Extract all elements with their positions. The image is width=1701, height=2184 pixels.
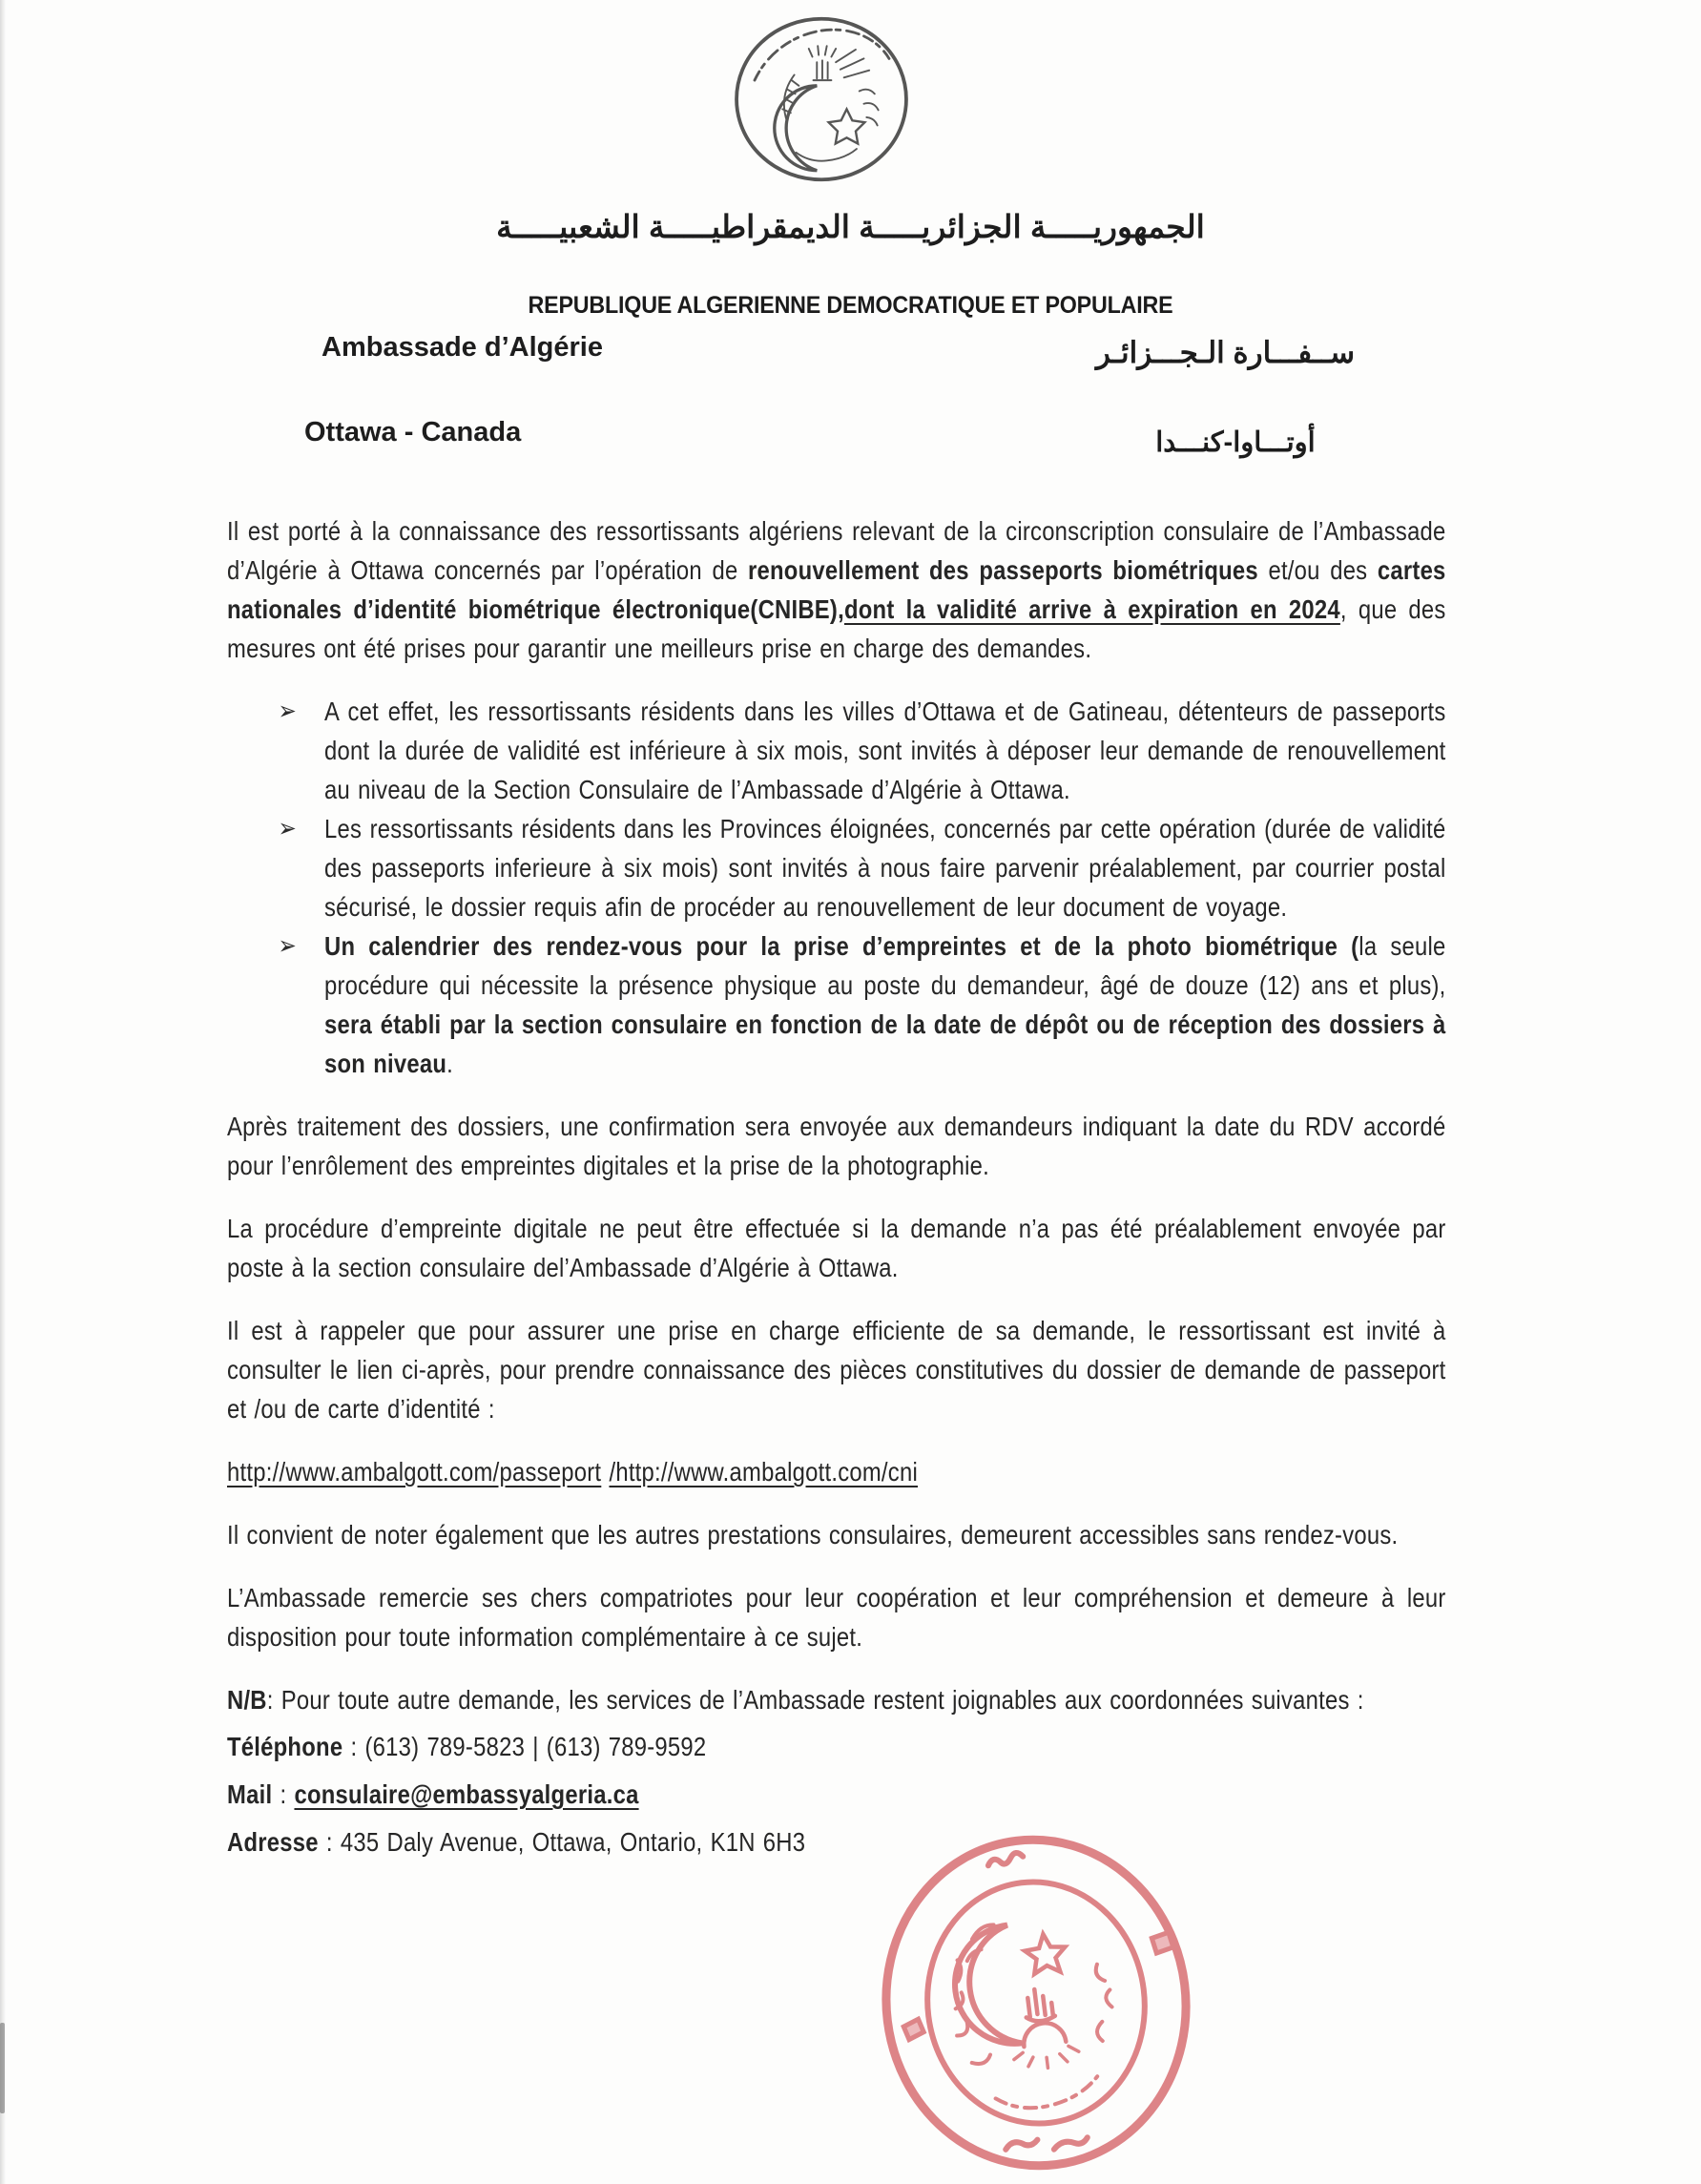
text-segment: et/ou des [1257, 555, 1378, 585]
bullet-text [324, 692, 1446, 809]
procedure-paragraph [227, 1209, 1446, 1287]
links-line [227, 1452, 1446, 1491]
text-segment: Les ressortissants résidents dans les Provinces éloignées, concernés par cette opération (durée de validité des passeports inferieure à six mois) sont invités à nous faire parvenir préalablement, par courrier postal sécurisé, le dossier requis afin de procéder au renouvellement de leur document de voyage. [324, 814, 1446, 922]
embassy-location-french: Ottawa - Canada [304, 417, 522, 447]
national-emblem-icon [731, 15, 912, 183]
round-stamp-icon [873, 1828, 1199, 2177]
bullet-text [324, 926, 1446, 1083]
passport-info-link: http://www.ambalgott.com/passeport [227, 1457, 602, 1487]
phone-line [227, 1723, 1446, 1771]
nb-paragraph [227, 1680, 1446, 1719]
text-segment: Adresse [227, 1827, 319, 1857]
mail-line [227, 1771, 1446, 1819]
text-segment: , que des mesures ont été prises pour garantir une meilleurs prise en charge des demandes. [227, 594, 1446, 663]
text-segment: : 435 Daly Avenue, Ottawa, Ontario, K1N 6H3 [318, 1827, 806, 1857]
republic-title-french: REPUBLIQUE ALGERIENNE DEMOCRATIQUE ET POPULAIRE [528, 292, 1173, 319]
arrow-bullet-icon: ➢ [278, 814, 298, 842]
cni-info-link: /http://www.ambalgott.com/cni [609, 1457, 919, 1487]
bullet-item [227, 926, 1446, 1083]
text-segment: : Pour toute autre demande, les services de l’Ambassade restent joignables aux coordonnées suivantes : [266, 1685, 1364, 1715]
text-segment: la seule procédure qui nécessite la présence physique au poste du demandeur, âgé de douze (12) ans et plus), [324, 931, 1446, 1000]
bullet-list [227, 692, 1446, 1083]
text-segment: A cet effet, les ressortissants résidents dans les villes d’Ottawa et de Gatineau, détenteurs de passeports dont la durée de validité est inférieure à six mois, sont invités à déposer leur demande de renouvellement au niveau de la Section Consulaire de l’Ambassade d’Algérie à Ottawa. [324, 697, 1446, 804]
arrow-bullet-icon: ➢ [278, 931, 298, 960]
text-segment: Il est porté à la connaissance des ressortissants algériens relevant de la circonscription consulaire de l’Ambassade d’Algérie à Ottawa concernés par l’opération de [227, 516, 1446, 585]
text-segment: renouvellement des passeports biométriques [747, 555, 1258, 585]
bullet-item [227, 809, 1446, 926]
embassy-location-arabic: أوتـــاوا-كنـــدا [1155, 427, 1316, 458]
bullet-item [227, 692, 1446, 809]
remerciement-paragraph [227, 1578, 1446, 1656]
contact-block [227, 1723, 1446, 1866]
text-segment: sera établi par la section consulaire en fonction de la date de dépôt ou de réception des dossiers à son niveau [324, 1009, 1446, 1078]
address-line [227, 1819, 1446, 1866]
autres-prestations-paragraph [227, 1515, 1446, 1554]
arrow-bullet-icon: ➢ [278, 697, 298, 725]
scan-edge-artifact [0, 2023, 5, 2113]
text-segment: : (613) 789-5823 | (613) 789-9592 [342, 1732, 707, 1761]
text-segment: cartes nationales d’identité biométrique électronique(CNIBE), [227, 555, 1446, 624]
confirmation-paragraph [227, 1107, 1446, 1185]
text-segment: . [446, 1049, 454, 1078]
text-segment: La procédure d’empreinte digitale ne peut être effectuée si la demande n’a pas été préalablement envoyée par poste à la section consulaire del’Ambassade d’Algérie à Ottawa. [227, 1214, 1446, 1282]
text-segment: : [272, 1779, 295, 1809]
embassy-name-arabic: ســفـــارة الـجـــزائـر [1095, 336, 1356, 369]
text-segment: Mail [227, 1779, 273, 1809]
rappel-paragraph [227, 1311, 1446, 1428]
letter-body [227, 511, 1446, 1866]
text-segment [601, 1457, 609, 1487]
email-address: consulaire@embassyalgeria.ca [294, 1779, 639, 1809]
bullet-text [324, 809, 1446, 926]
embassy-name-french: Ambassade d’Algérie [322, 332, 603, 363]
text-segment: Il est à rappeler que pour assurer une prise en charge efficiente de sa demande, le ressortissant est invité à consulter le lien ci-après, pour prendre connaissance des pièces constitutives du dossier de demande de passeport et /ou de carte d’identité : [227, 1316, 1446, 1424]
republic-title-arabic: الجمهوريـــــة الجزائريـــــة الديمقراطيـــــة الشعبيـــــة [496, 209, 1205, 244]
text-segment: dont la validité arrive à expiration en 2024 [843, 594, 1340, 624]
text-segment: Un calendrier des rendez-vous pour la prise d’empreintes et de la photo biométrique ( [324, 931, 1359, 961]
text-segment: N/B [227, 1685, 267, 1715]
intro-paragraph [227, 511, 1446, 668]
text-segment: Téléphone [227, 1732, 343, 1761]
text-segment: Il convient de noter également que les autres prestations consulaires, demeurent accessibles sans rendez-vous. [227, 1520, 1399, 1550]
scan-edge-artifact [0, 0, 6, 2184]
text-segment: Après traitement des dossiers, une confirmation sera envoyée aux demandeurs indiquant la date du RDV accordé pour l’enrôlement des empreintes digitales et la prise de la photographie. [227, 1112, 1446, 1180]
text-segment: L’Ambassade remercie ses chers compatriotes pour leur coopération et leur compréhension et demeure à leur disposition pour toute information complémentaire à ce sujet. [227, 1583, 1446, 1652]
